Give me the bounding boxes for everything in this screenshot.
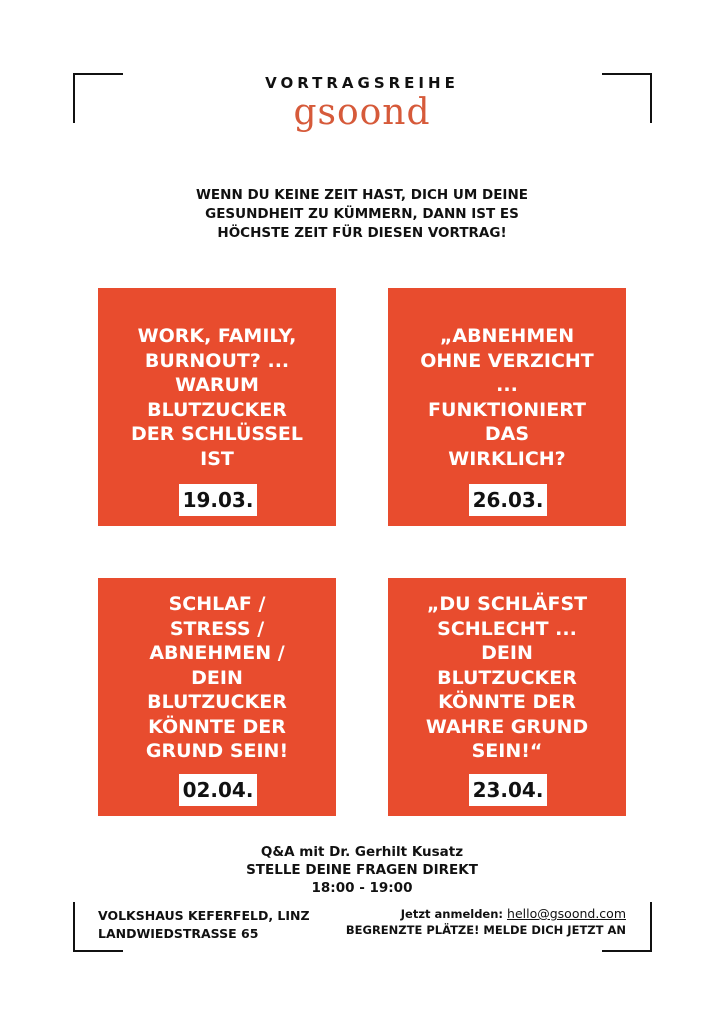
talk-title-line: GRUND SEIN! [145, 740, 289, 762]
talk-title-line: SCHLAF / [168, 593, 266, 615]
talk-title-line: „ABNEHMEN [439, 325, 575, 347]
talk-title-line: DEIN [191, 666, 243, 689]
talk-title-line: BLUTZUCKER [147, 691, 287, 713]
talk-title [398, 324, 616, 471]
talk-title-line: DER SCHLÜSSEL [131, 423, 303, 445]
talk-title-line: BLUTZUCKER [147, 398, 287, 421]
talk-title-line: KÖNNTE DER [438, 691, 576, 713]
intro-line: HÖCHSTE ZEIT FÜR DIESEN VORTRAG! [217, 225, 507, 241]
email-link[interactable]: hello@gsoond.com [507, 906, 626, 921]
qa-info [0, 843, 724, 897]
talk-title-line: ABNEHMEN / [149, 642, 285, 664]
qa-subline: STELLE DEINE FRAGEN DIREKT [246, 862, 478, 878]
venue-name: VOLKSHAUS KEFERFELD, LINZ [98, 908, 310, 923]
intro-line: WENN DU KEINE ZEIT HAST, DICH UM DEINE [196, 187, 528, 203]
talk-title-line: WARUM [175, 374, 259, 396]
signup-info [346, 906, 626, 938]
brand-logo: gsoond [293, 92, 431, 133]
limited-seats-note: BEGRENZTE PLÄTZE! MELDE DICH JETZT AN [345, 923, 626, 937]
talk-date: 26.03. [469, 484, 547, 516]
venue-street: LANDWIEDSTRASSE 65 [98, 926, 259, 941]
talk-date: 23.04. [469, 774, 547, 806]
signup-prefix: Jetzt anmelden: [400, 907, 508, 921]
talk-card-3 [98, 578, 336, 816]
intro-line: GESUNDHEIT ZU KÜMMERN, DANN IST ES [205, 206, 519, 222]
talk-title [108, 324, 326, 471]
talk-title-line: WAHRE GRUND [425, 715, 589, 738]
talk-title-line: IST [200, 447, 234, 470]
talk-title-line: STRESS / [169, 617, 265, 640]
talk-title-line: SEIN!“ [471, 740, 543, 762]
talk-date: 02.04. [179, 774, 257, 806]
qa-speaker: Q&A mit Dr. Gerhilt Kusatz [260, 844, 464, 860]
talk-title [398, 592, 616, 764]
talk-card-4 [388, 578, 626, 816]
talk-card-1 [98, 288, 336, 526]
talk-card-2 [388, 288, 626, 526]
talk-title-line: BLUTZUCKER [437, 666, 577, 689]
talk-title-line: DEIN [481, 642, 533, 664]
talk-title [108, 592, 326, 764]
talk-title-line: BURNOUT? ... [144, 349, 290, 372]
talk-title-line: „DU SCHLÄFST [426, 593, 588, 615]
talk-title-line: DAS [484, 423, 530, 445]
intro-text [140, 186, 584, 243]
talk-title-line: KÖNNTE DER [148, 715, 286, 738]
venue-address [98, 907, 310, 943]
talk-title-line: WIRKLICH? [448, 447, 566, 470]
talk-title-line: OHNE VERZICHT [420, 349, 594, 372]
series-label: VORTRAGSREIHE [265, 74, 459, 92]
talk-date: 19.03. [179, 484, 257, 516]
talk-title-line: SCHLECHT ... [437, 617, 577, 640]
talk-title-line: WORK, FAMILY, [137, 325, 297, 347]
talk-title-line: ... [496, 374, 518, 396]
qa-time: 18:00 - 19:00 [311, 880, 413, 896]
talk-title-line: FUNKTIONIERT [428, 398, 586, 421]
